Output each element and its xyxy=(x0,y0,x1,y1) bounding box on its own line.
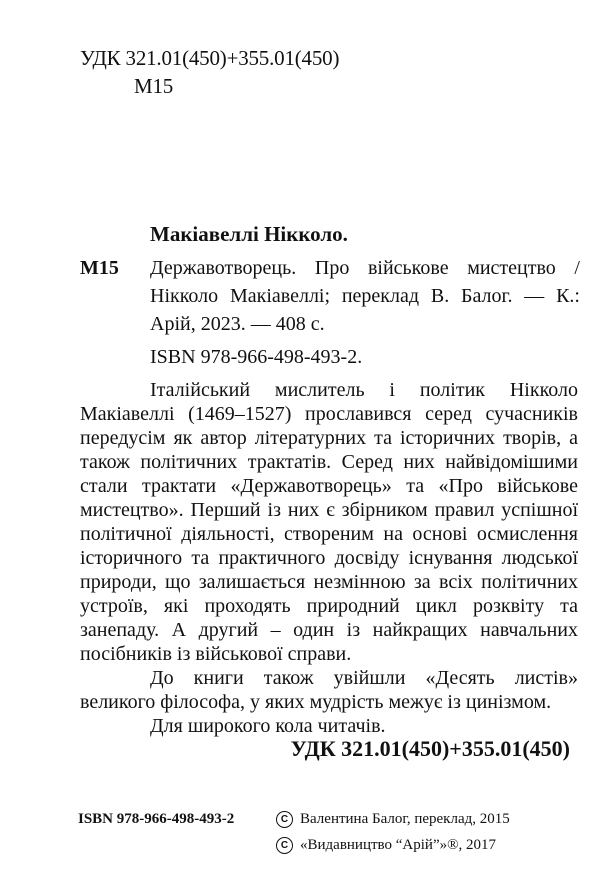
annotation-paragraph: До книги також увійшли «Десять листів» великого філософа, у яких мудрість межує із цинізмом. xyxy=(80,667,578,713)
udk-header xyxy=(80,46,339,99)
imprint-footer xyxy=(78,806,510,858)
copyright-line xyxy=(276,832,496,858)
footer-isbn: ISBN 978-966-498-493-2 xyxy=(78,811,235,827)
copyright-text: «Видавництво “Арій”»®, 2017 xyxy=(300,837,497,853)
annotation-paragraph: Італійський мислитель і політик Нікколо Макіавеллі (1469–1527) прославився серед сучасників передусім як автор літературних та історичних творів, а також політичних трактатів. Серед них найвідомішими стали трактати «Державотворець» та «Про військове мистецтво». Перший із них є збірником правил успішної політичної діяльності, створеним на основі осмислення історичного та практичного досвіду існування людської природи, що залишається незмінною за всіх політичних устроїв, які проходять природний цикл розквіту та занепаду. А другий – один із найкращих навчальних посібників із військової справи. xyxy=(80,379,578,665)
copyright-icon: C xyxy=(276,837,293,854)
bibliographic-description: Державотворець. Про військове мистецтво / Нікколо Макіавеллі; переклад В. Балог. — К.: Арій, 2023. — 408 с. xyxy=(150,257,580,335)
udk-code: УДК 321.01(450)+355.01(450) xyxy=(80,46,340,70)
imprint-row xyxy=(78,806,510,832)
card-author-mark: M15 xyxy=(80,257,119,279)
author-mark: M15 xyxy=(134,74,174,98)
annotation xyxy=(80,378,578,738)
udk-footer-code: УДК 321.01(450)+355.01(450) xyxy=(290,736,570,761)
catalog-card xyxy=(80,254,580,338)
copyright-text: Валентина Балог, переклад, 2015 xyxy=(300,811,510,827)
imprint-row xyxy=(78,832,510,858)
author-name: Макіавеллі Нікколо. xyxy=(150,222,348,246)
copyright-line xyxy=(276,806,510,832)
annotation-paragraph: Для широкого кола читачів. xyxy=(150,715,386,737)
copyright-icon: C xyxy=(276,811,293,828)
isbn: ISBN 978-966-498-493-2. xyxy=(150,346,363,368)
footer-spacer xyxy=(78,832,276,858)
